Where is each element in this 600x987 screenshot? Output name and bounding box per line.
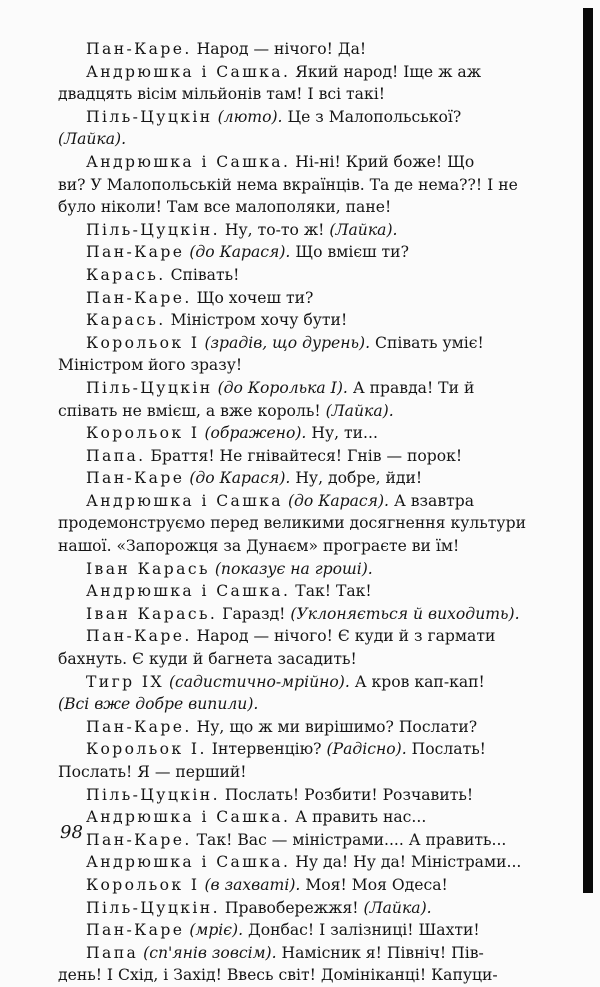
stage-direction: (мріє). — [189, 921, 244, 940]
dialogue-text: Співать! — [165, 265, 240, 284]
stage-direction: (ображено). — [204, 424, 307, 443]
page-number: 98 — [60, 822, 83, 843]
dialogue-text: А кров кап-кап! — [349, 672, 485, 691]
text-line — [58, 445, 546, 468]
speaker-name: Іван Карась. — [86, 604, 218, 623]
text-line — [58, 174, 546, 197]
dialogue-text: Намісник я! Північ! Пів- — [276, 943, 484, 962]
page-edge-shadow — [583, 8, 593, 893]
stage-direction: (Лайка). — [363, 898, 432, 917]
speaker-name: Тигр IX — [86, 672, 164, 691]
stage-direction: (Всі вже добре випили). — [58, 695, 259, 714]
speaker-name: Андрюшка і Сашка. — [86, 62, 291, 81]
page-text — [58, 38, 546, 987]
text-line — [58, 784, 546, 807]
dialogue-text: Так! Вас — міністрами.... А править... — [191, 830, 507, 849]
stage-direction: (до Карася). — [189, 469, 291, 488]
text-line — [58, 874, 546, 897]
dialogue-text: Моя! Моя Одеса! — [300, 875, 448, 894]
text-line — [58, 897, 546, 920]
speaker-name: Андрюшка і Сашка — [86, 491, 283, 510]
text-line — [58, 106, 546, 129]
text-line — [58, 942, 546, 965]
dialogue-text: Який народ! Іще ж аж — [290, 62, 482, 81]
speaker-name: Андрюшка і Сашка. — [86, 853, 291, 872]
text-line — [58, 761, 546, 784]
stage-direction: (Лайка). — [329, 220, 398, 239]
dialogue-text: нашої. «Запорожця за Дунаєм» програєте ви їм! — [58, 537, 460, 556]
stage-direction: (зрадів, що дурень). — [204, 333, 371, 352]
dialogue-text: Браття! Не гнівайтеся! Гнів — порок! — [145, 446, 463, 465]
dialogue-text: було ніколи! Там все малополяки, пане! — [58, 198, 392, 217]
speaker-name: Пан-Каре. — [86, 40, 192, 58]
text-line — [58, 738, 546, 761]
text-line — [58, 354, 546, 377]
stage-direction: (люто). — [217, 107, 283, 126]
speaker-name: Карась. — [86, 265, 166, 284]
text-line — [58, 625, 546, 648]
dialogue-text: А взавтра — [389, 491, 475, 510]
text-line — [58, 128, 546, 151]
speaker-name: Пан-Каре. — [86, 830, 192, 849]
text-line — [58, 467, 546, 490]
dialogue-text: Що вмієш ти? — [290, 243, 409, 262]
dialogue-text: двадцять вісім мільйонів там! І всі такі! — [58, 85, 385, 104]
stage-direction: (в захваті). — [204, 875, 301, 894]
stage-direction: (Радісно). — [326, 740, 407, 759]
text-line — [58, 422, 546, 445]
text-line — [58, 558, 546, 581]
speaker-name: Піль-Цуцкін — [86, 378, 213, 397]
speaker-name: Піль-Цуцкін — [86, 107, 213, 126]
text-line — [58, 919, 546, 942]
stage-direction: (садистично-мрійно). — [168, 672, 350, 691]
text-line — [58, 716, 546, 739]
dialogue-text: Міністром його зразу! — [58, 356, 243, 375]
text-line — [58, 151, 546, 174]
speaker-name: Піль-Цуцкін. — [86, 898, 220, 917]
text-line — [58, 580, 546, 603]
dialogue-text: співать не вмієш, а вже король! — [58, 401, 326, 420]
text-line — [58, 490, 546, 513]
text-line — [58, 264, 546, 287]
dialogue-text: Співать уміє! — [370, 333, 484, 352]
dialogue-text: продемонструємо перед великими досягнення культури — [58, 514, 526, 533]
text-line — [58, 829, 546, 852]
speaker-name: Корольок І — [86, 424, 200, 443]
dialogue-text: А правда! Ти й — [347, 378, 475, 397]
dialogue-text: Ну да! Ну да! Міністрами... — [290, 853, 522, 872]
speaker-name: Папа. — [86, 446, 146, 465]
dialogue-text: Народ — нічого! Є куди й з гармати — [191, 627, 496, 646]
text-line — [58, 851, 546, 874]
dialogue-text: Ну, ти... — [306, 424, 378, 443]
dialogue-text: Правобережжя! — [219, 898, 364, 917]
dialogue-text: Послать! Розбити! Розчавить! — [219, 785, 474, 804]
dialogue-text: Інтервенцію? — [206, 740, 327, 759]
speaker-name: Корольок І — [86, 333, 200, 352]
dialogue-text: бахнуть. Є куди й багнета засадить! — [58, 650, 357, 669]
dialogue-text: Ну, то-то ж! — [219, 220, 330, 239]
stage-direction: (до Королька І). — [217, 378, 348, 397]
dialogue-text: Це з Малопольської? — [282, 107, 462, 126]
text-line — [58, 964, 546, 987]
text-line — [58, 241, 546, 264]
text-line — [58, 693, 546, 716]
text-line — [58, 38, 546, 61]
dialogue-text: Гаразд! — [217, 604, 291, 623]
dialogue-text: Ну, добре, йди! — [290, 469, 423, 488]
text-line — [58, 535, 546, 558]
stage-direction: (Уклоняється й виходить). — [290, 604, 520, 623]
dialogue-text: Народ — нічого! Да! — [191, 40, 367, 58]
speaker-name: Андрюшка і Сашка. — [86, 152, 291, 171]
speaker-name: Іван Карась — [86, 559, 210, 578]
text-line — [58, 377, 546, 400]
speaker-name: Корольок І. — [86, 740, 207, 759]
speaker-name: Пан-Каре — [86, 243, 185, 262]
text-line — [58, 400, 546, 423]
speaker-name: Папа — [86, 943, 139, 962]
text-line — [58, 603, 546, 626]
dialogue-text: ви? У Малопольській нема вкраїнців. Та де нема??! І не — [58, 175, 518, 194]
speaker-name: Піль-Цуцкін. — [86, 220, 220, 239]
stage-direction: (до Карася). — [189, 243, 291, 262]
text-line — [58, 671, 546, 694]
dialogue-text: Міністром хочу бути! — [165, 311, 348, 330]
dialogue-text: Донбас! І залізниці! Шахти! — [243, 921, 480, 940]
text-line — [58, 806, 546, 829]
speaker-name: Пан-Каре. — [86, 288, 192, 307]
text-line — [58, 648, 546, 671]
text-line — [58, 83, 546, 106]
stage-direction: (Лайка). — [58, 130, 127, 149]
speaker-name: Пан-Каре — [86, 921, 185, 940]
dialogue-text: Послать! Я — перший! — [58, 763, 247, 781]
speaker-name: Карась. — [86, 311, 166, 330]
text-line — [58, 332, 546, 355]
speaker-name: Піль-Цуцкін. — [86, 785, 220, 804]
dialogue-text: Так! Так! — [290, 582, 372, 601]
stage-direction: (до Карася). — [287, 491, 390, 510]
speaker-name: Андрюшка і Сашка. — [86, 582, 291, 601]
speaker-name: Андрюшка і Сашка. — [86, 808, 291, 827]
dialogue-text: Що хочеш ти? — [191, 288, 314, 307]
stage-direction: (сп'янів зовсім). — [143, 943, 277, 962]
speaker-name: Пан-Каре. — [86, 627, 192, 646]
dialogue-text: день! І Схід, і Захід! Ввесь світ! Домініканці! Капуци- — [58, 966, 498, 985]
text-line — [58, 512, 546, 535]
dialogue-text: Послать! — [406, 740, 486, 759]
text-line — [58, 61, 546, 84]
text-line — [58, 309, 546, 332]
dialogue-text: Ну, що ж ми вирішимо? Послати? — [191, 717, 478, 736]
text-line — [58, 287, 546, 310]
speaker-name: Пан-Каре — [86, 469, 185, 488]
text-line — [58, 196, 546, 219]
stage-direction: (показує на гроші). — [214, 559, 373, 578]
stage-direction: (Лайка). — [325, 401, 394, 420]
speaker-name: Пан-Каре. — [86, 717, 192, 736]
dialogue-text: А править нас... — [290, 808, 427, 827]
speaker-name: Корольок І — [86, 875, 200, 894]
dialogue-text: Ні-ні! Крий боже! Що — [290, 152, 475, 171]
text-line — [58, 219, 546, 242]
